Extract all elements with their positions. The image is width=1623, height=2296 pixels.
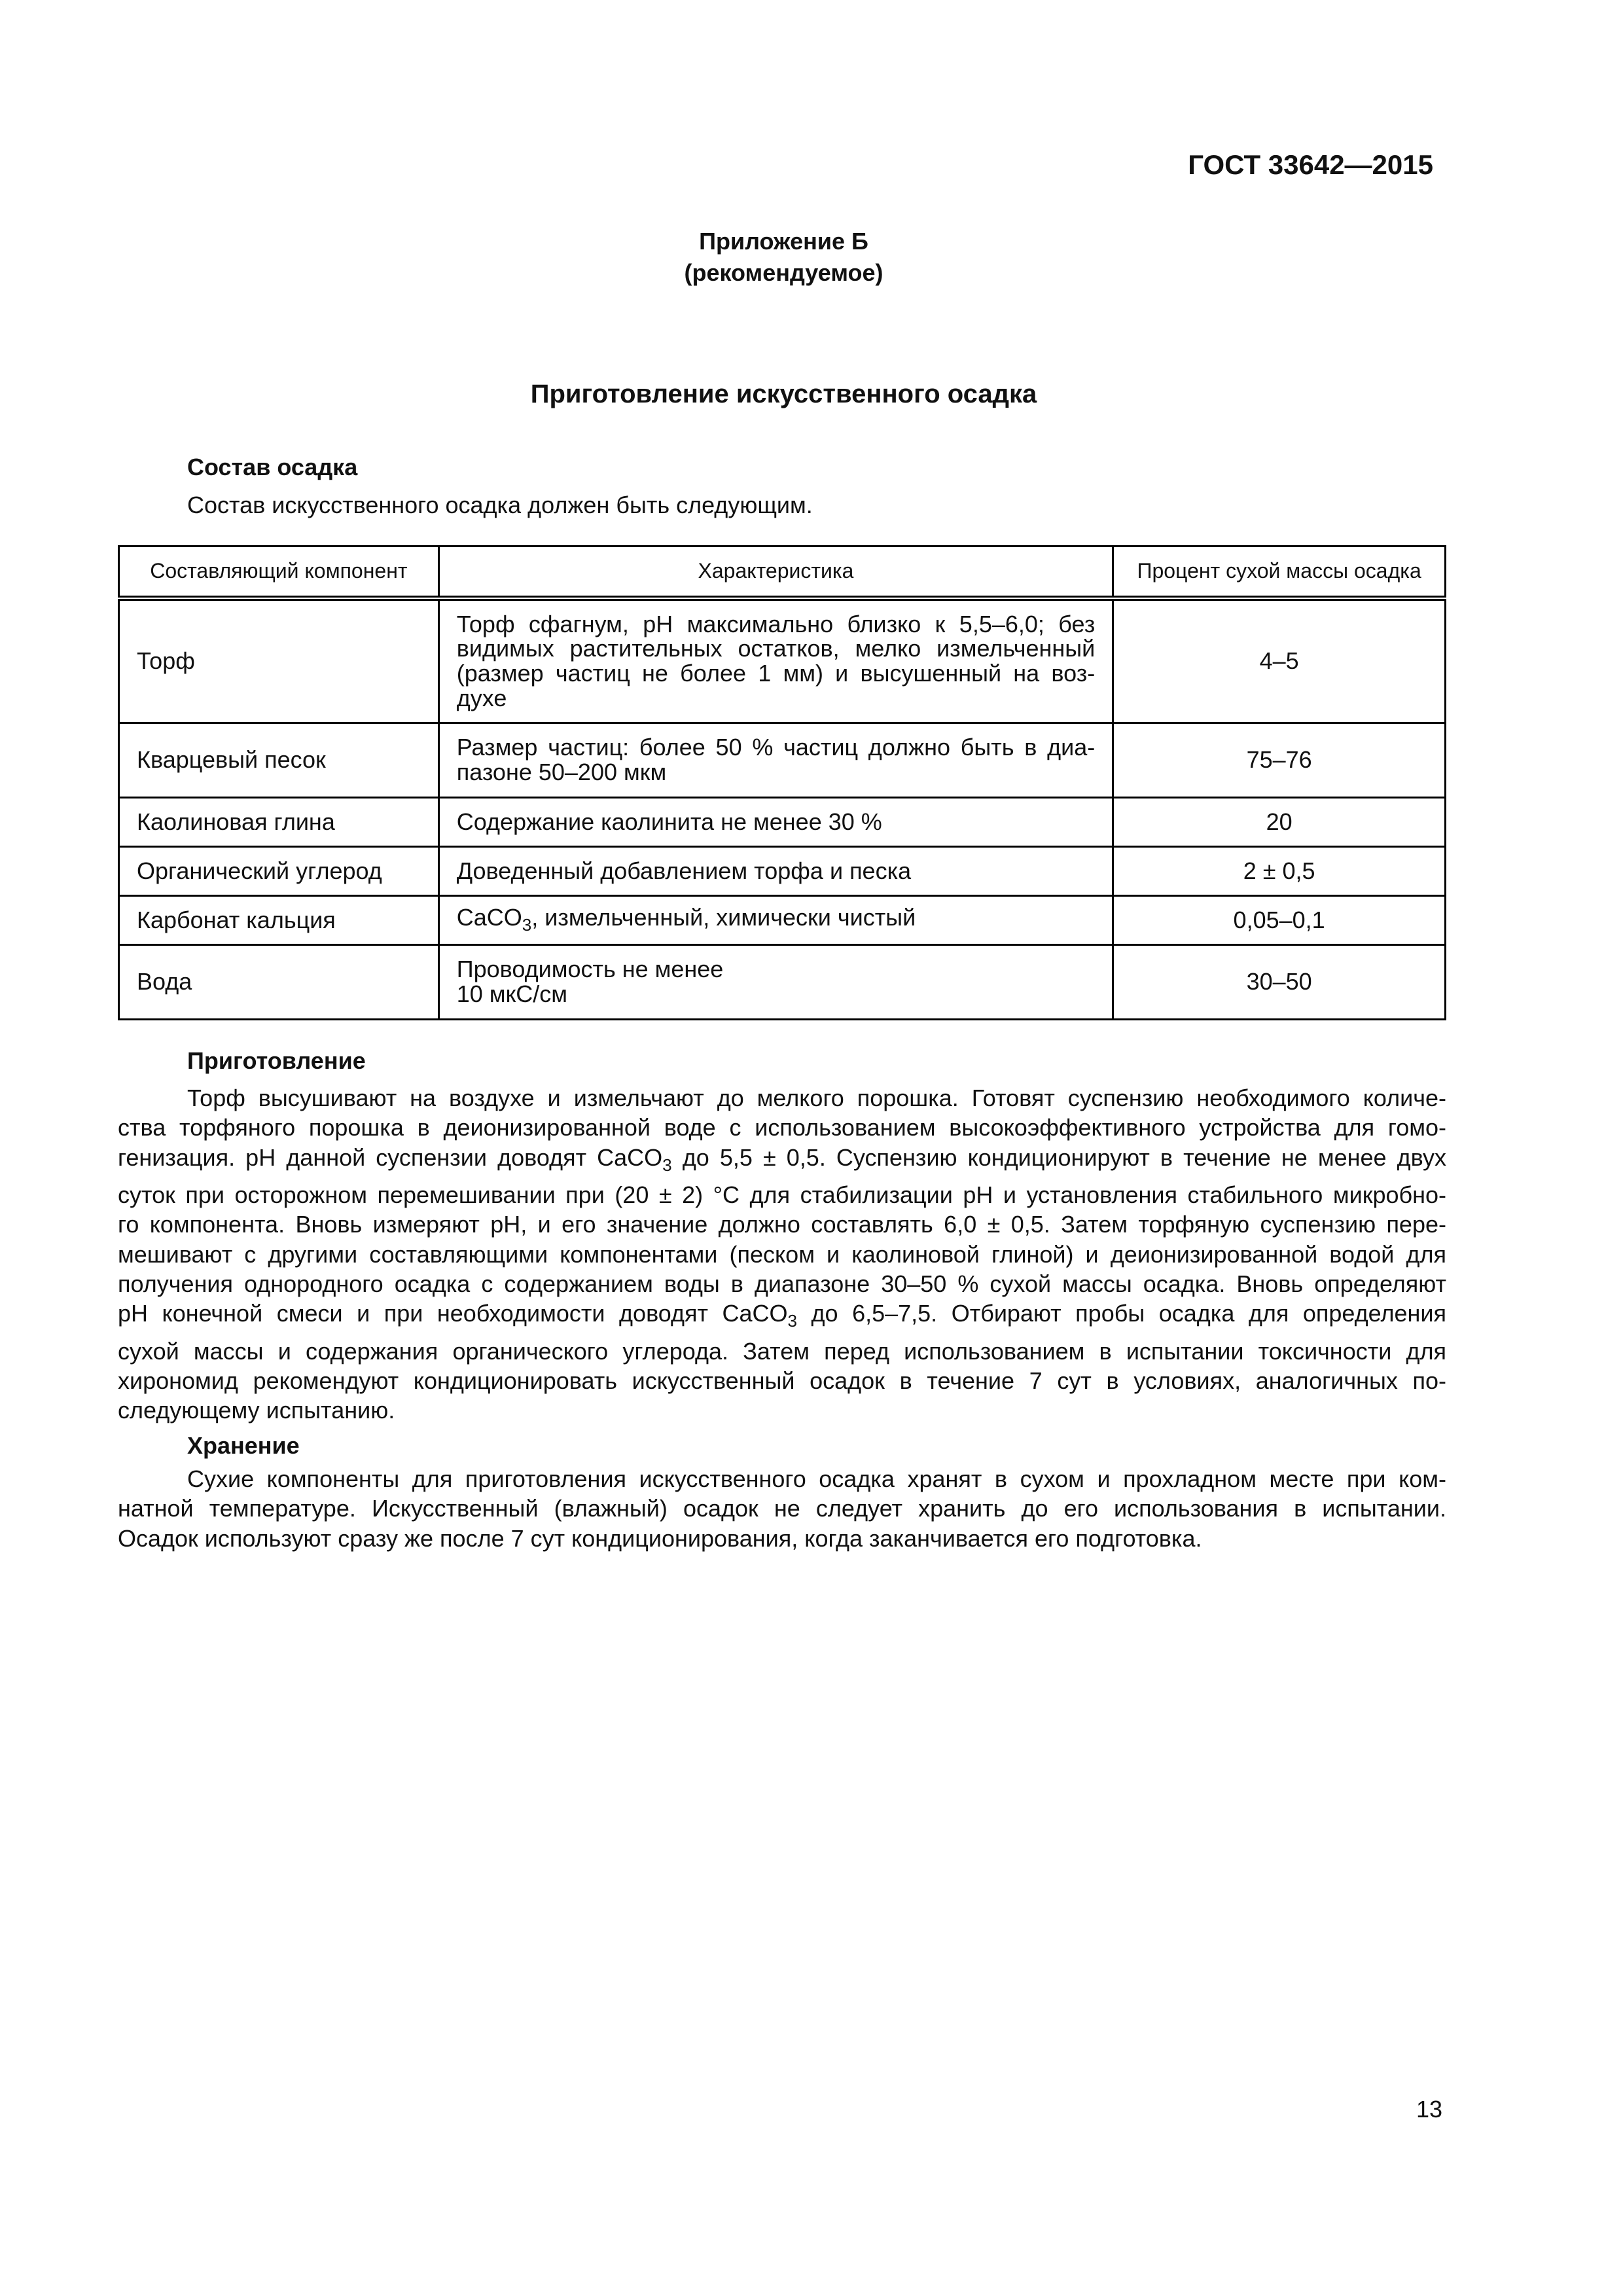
- table-header-row: [119, 547, 1446, 599]
- composition-table: [118, 545, 1446, 1020]
- characteristic-cell: CaCO$_3$, измельченный, химически чистый: [438, 895, 1113, 944]
- component-cell: Карбонат кальция: [119, 895, 439, 944]
- table-row: [119, 846, 1446, 895]
- storage-heading: Хранение: [187, 1432, 300, 1459]
- characteristic-cell: Размер частиц: более 50 % частиц должно быть в диа- пазоне 50–200 мкм: [438, 723, 1113, 797]
- table-row: [119, 598, 1446, 723]
- component-cell: Кварцевый песок: [119, 723, 439, 797]
- column-header-percent: Процент сухой массы осадка: [1113, 547, 1446, 599]
- table-row: [119, 723, 1446, 797]
- composition-intro: Состав искусственного осадка должен быть следующим.: [187, 492, 813, 518]
- characteristic-cell: Содержание каолинита не менее 30 %: [438, 797, 1113, 846]
- table-row: [119, 944, 1446, 1019]
- component-cell: Вода: [119, 944, 439, 1019]
- component-cell: Торф: [119, 598, 439, 723]
- percent-cell: 0,05–0,1: [1113, 895, 1446, 944]
- column-header-characteristic: Характеристика: [438, 547, 1113, 599]
- characteristic-cell: Проводимость не менее 10 мкС/см: [438, 944, 1113, 1019]
- appendix-status: (рекомендуемое): [684, 259, 883, 286]
- characteristic-cell: Торф сфагнум, pH максимально близко к 5,5–6,0; без видимых растительных остатков, мелко измельченный (размер частиц не более 1 мм) и высушенный на воз- духе: [438, 598, 1113, 723]
- storage-paragraph: Сухие компоненты для приготовления искусственного осадка хранят в сухом и прохладном месте при ком- натной температуре. Искусственный (влажный) осадок не следует хранить до его использования в испытании. Осадок используют сразу же после 7 сут кондиционирования, когда заканчивается его подготовка.: [118, 1465, 1446, 1552]
- appendix-label: Приложение Б: [699, 228, 868, 255]
- percent-cell: 4–5: [1113, 598, 1446, 723]
- characteristic-cell: Доведенный добавлением торфа и песка: [438, 846, 1113, 895]
- preparation-heading: Приготовление: [187, 1047, 366, 1074]
- composition-heading: Состав осадка: [187, 454, 358, 480]
- standard-code: ГОСТ 33642—2015: [1188, 149, 1433, 180]
- percent-cell: 2 ± 0,5: [1113, 846, 1446, 895]
- component-cell: Органический углерод: [119, 846, 439, 895]
- percent-cell: 20: [1113, 797, 1446, 846]
- component-cell: Каолиновая глина: [119, 797, 439, 846]
- percent-cell: 75–76: [1113, 723, 1446, 797]
- table-row: [119, 797, 1446, 846]
- table-row: [119, 895, 1446, 944]
- page-number: 13: [1416, 2096, 1442, 2123]
- column-header-component: Составляющий компонент: [119, 547, 439, 599]
- page-title: Приготовление искусственного осадка: [530, 380, 1037, 408]
- percent-cell: 30–50: [1113, 944, 1446, 1019]
- preparation-paragraph: Торф высушивают на воздухе и измельчают до мелкого порошка. Готовят суспензию необходимого количе- ства торфяного порошка в деионизированной воде с использованием высокоэффективного устройства для гомо- генизация. pH данной суспензии доводят CaCO$_3$ до 5,5 ± 0,5. Суспензию кондиционируют в течение не менее двух суток при осторожном перемешивании при (20 ± 2) °С для стабилизации pH и установления стабильного микробно- го компонента. Вновь измеряют pH, и его значение должно составлять 6,0 ± 0,5. Затем торфяную суспензию пере- мешивают с другими составляющими компонентами (песком и каолиновой глиной) и деионизированной водой для получения однородного осадка с содержанием воды в диапазоне 30–50 % сухой массы осадка. Вновь определяют pH конечной смеси и при необходимости доводят CaCO$_3$ до 6,5–7,5. Отбирают пробы осадка для определения сухой массы и содержания органического углерода. Затем перед использованием в испытании токсичности для хирономид рекомендуют кондиционировать искусственный осадок в течение 7 сут в условиях, аналогичных по- следующему испытанию.: [118, 1085, 1446, 1424]
